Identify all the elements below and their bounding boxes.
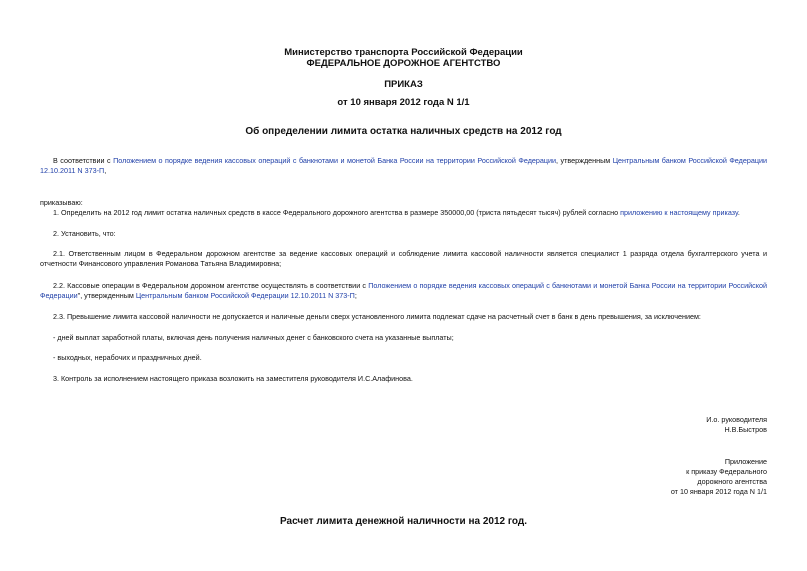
item-1-text: 1. Определить на 2012 год лимит остатка наличных средств в кассе Федерального дорожного агентства в размере 350000,00 (триста пятьдесят тысяч) рублей согласно (53, 208, 621, 217)
regulation-link[interactable]: Положением о порядке ведения кассовых операций с банкнотами и монетой Банка России на территории Российской Федерации (113, 156, 557, 165)
regulation-link-2[interactable]: Положением о порядке ведения кассовых операций с банкнотами и монетой Банка России на территории Российской Федерации (40, 281, 767, 300)
item-2-2-text-1: 2.2. Кассовые операции в Федеральном дорожном агентстве осуществлять в соответствии с (53, 281, 369, 290)
item-2-3-exception-1: - дней выплат заработной платы, включая день получения наличных денег с банковского счета на указанные выплаты; (53, 333, 454, 342)
order-word: приказываю: (40, 198, 83, 207)
intro-text-1: В соответствии с (53, 156, 114, 165)
intro-text-2: , утвержденным (556, 156, 613, 165)
central-bank-link[interactable]: Центральным банком Российской Федерации 12.10.2011 N 373-П (40, 156, 767, 175)
intro-text-3: , (104, 166, 107, 175)
appendix-line-1: Приложение (724, 457, 767, 466)
agency-heading: ФЕДЕРАЛЬНОЕ ДОРОЖНОЕ АГЕНТСТВО (306, 58, 501, 69)
document-type-heading: ПРИКАЗ (384, 79, 423, 90)
intro-paragraph (40, 156, 767, 176)
item-2-paragraph: 2. Установить, что: (53, 229, 116, 238)
appendix-link[interactable]: приложению к настоящему приказу (620, 208, 738, 217)
document-date-number: от 10 января 2012 года N 1/1 (337, 97, 470, 108)
calculation-heading: Расчет лимита денежной наличности на 2012 год. (280, 516, 527, 527)
item-2-2-paragraph (40, 281, 767, 301)
signature-block (706, 415, 767, 435)
item-3-paragraph: 3. Контроль за исполнением настоящего приказа возложить на заместителя руководителя И.С.Алафинова. (53, 374, 413, 383)
appendix-line-3: дорожного агентства (697, 477, 767, 486)
appendix-line-4: от 10 января 2012 года N 1/1 (670, 487, 767, 496)
item-2-3-exception-2: - выходных, нерабочих и праздничных дней. (53, 353, 202, 362)
item-1-end: . (737, 208, 740, 217)
appendix-block (671, 457, 767, 497)
document-title: Об определении лимита остатка наличных средств на 2012 год (245, 126, 562, 137)
appendix-line-2: к приказу Федерального (686, 467, 767, 476)
ministry-heading: Министерство транспорта Российской Федерации (284, 47, 523, 58)
central-bank-link-2[interactable]: Центральным банком Российской Федерации 12.10.2011 N 373-П (135, 291, 355, 300)
item-2-2-text-2: ", утвержденным (77, 291, 136, 300)
item-2-1-paragraph: 2.1. Ответственным лицом в Федеральном дорожном агентстве за ведение кассовых операций и соблюдение лимита кассовой наличности является специалист 1 разряда отдела бухгалтерского учета и отчетности Финансового управления Романова Татьяна Владимировна; (40, 249, 767, 268)
item-2-3-paragraph: 2.3. Превышение лимита кассовой наличности не допускается и наличные деньги сверх установленного лимита подлежат сдаче на расчетный счет в банк в день превышения, за исключением: (53, 312, 701, 321)
signatory-name: Н.В.Быстров (724, 425, 767, 434)
item-1-paragraph (40, 208, 767, 218)
item-2-2-text-3: ; (354, 291, 357, 300)
signatory-role: И.о. руководителя (706, 415, 767, 424)
